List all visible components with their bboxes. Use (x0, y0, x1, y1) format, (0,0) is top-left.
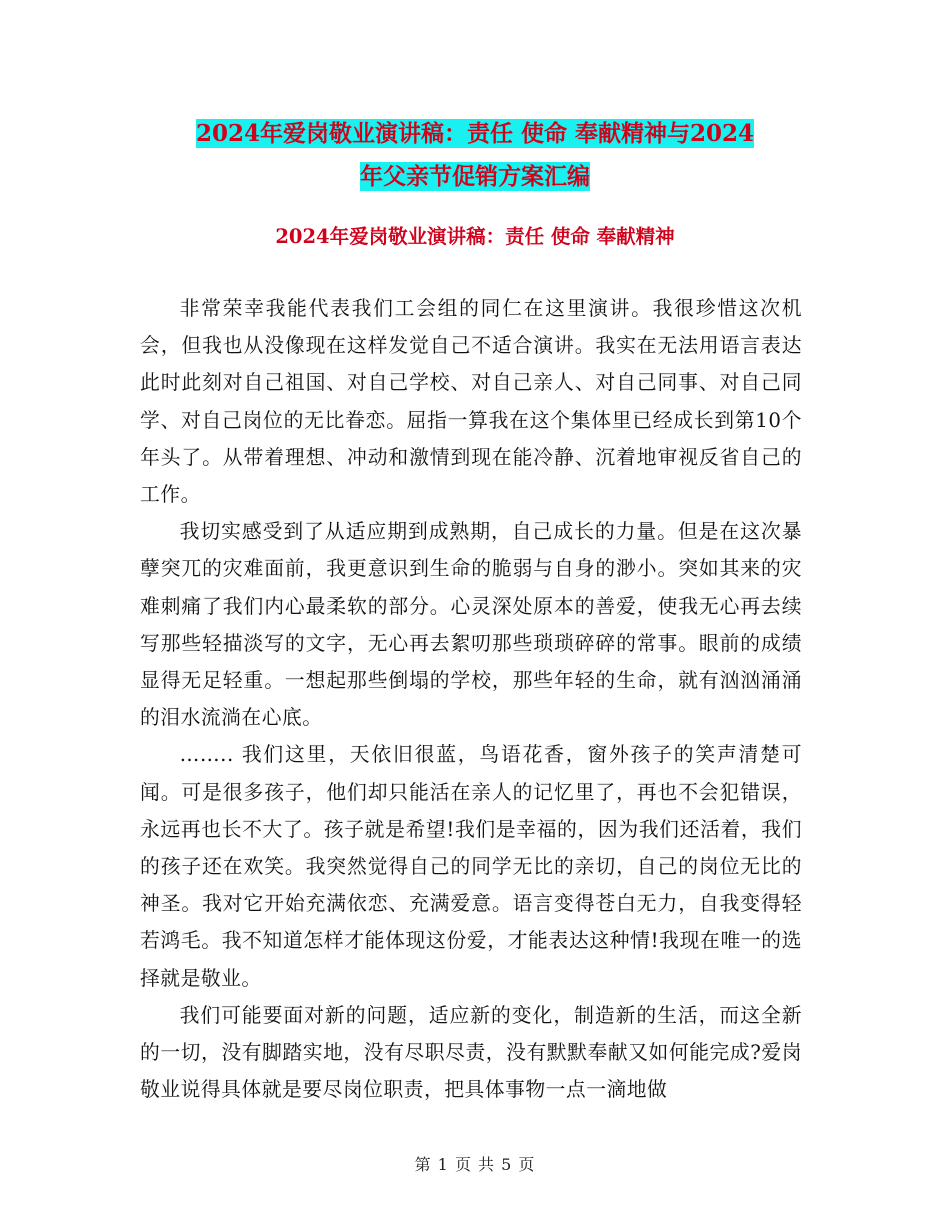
paragraph: 非常荣幸我能代表我们工会组的同仁在这里演讲。我很珍惜这次机会，但我也从没像现在这样发觉自己不适合演讲。我实在无法用语言表达此时此刻对自己祖国、对自己学校、对自己亲人、对自己同事、对自己同学、对自己岗位的无比眷恋。屈指一算我在这个集体里已经成长到第10个年头了。从带着理想、冲动和激情到现在能冷静、沉着地审视反省自己的工作。 (140, 297, 802, 507)
paragraph: …….. 我们这里，天依旧很蓝，鸟语花香，窗外孩子的笑声清楚可闻。可是很多孩子，他们却只能活在亲人的记忆里了，再也不会犯错误，永远再也长不大了。孩子就是希望!我们是幸福的，因为我们还活着，我们的孩子还在欢笑。我突然觉得自己的同学无比的亲切，自己的岗位无比的神圣。我对它开始充满依恋、充满爱意。语言变得苍白无力，自我变得轻若鸿毛。我不知道怎样才能体现这份爱，才能表达这种情!我现在唯一的选择就是敬业。 (140, 743, 802, 990)
paragraph: 我切实感受到了从适应期到成熟期，自己成长的力量。但是在这次暴孽突兀的灾难面前，我更意识到生命的脆弱与自身的渺小。突如其来的灾难刺痛了我们内心最柔软的部分。心灵深处原本的善爱，使我无心再去续写那些轻描淡写的文字，无心再去絮叨那些琐琐碎碎的常事。眼前的成绩显得无足轻重。一想起那些倒塌的学校，那些年轻的生命，就有汹汹涌涌的泪水流淌在心底。 (140, 520, 802, 730)
paragraph: 我们可能要面对新的问题，适应新的变化，制造新的生活，而这全新的一切，没有脚踏实地，没有尽职尽责，没有默默奉献又如何能完成?爱岗敬业说得具体就是要尽岗位职责，把具体事物一点一滴地做 (140, 1003, 802, 1102)
section-title: 2024年爱岗敬业演讲稿：责任 使命 奉献精神 (275, 225, 675, 248)
document-main-title (140, 112, 810, 198)
body-text (140, 290, 802, 1108)
main-title-line-2: 年父亲节促销方案汇编 (360, 163, 590, 190)
page-footer: 第 1 页 共 5 页 (414, 1155, 536, 1174)
main-title-line-1: 2024年爱岗敬业演讲稿：责任 使命 奉献精神与2024 (195, 120, 755, 147)
